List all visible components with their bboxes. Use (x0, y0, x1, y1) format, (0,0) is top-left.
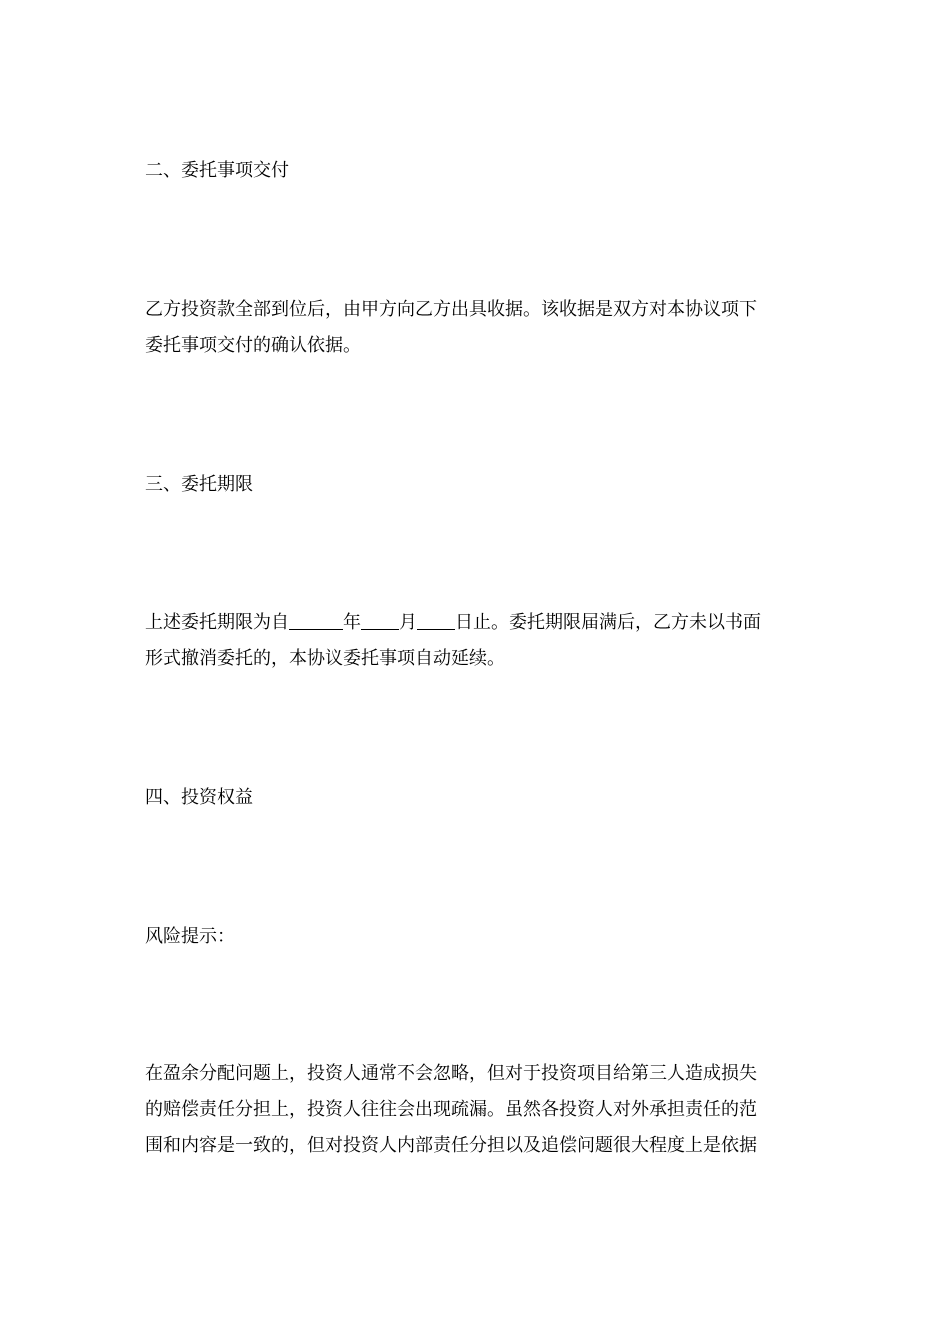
section-heading-rights (145, 780, 800, 816)
month-label: 月 (399, 612, 417, 633)
term-prefix: 上述委托期限为自 (145, 612, 289, 633)
year-blank (289, 609, 343, 630)
section-heading-term (145, 467, 800, 503)
paragraph-line: 委托事项交付的确认依据。 (145, 335, 361, 356)
heading-text: 二、委托事项交付 (145, 160, 289, 181)
year-label: 年 (343, 612, 361, 633)
paragraph-delivery (145, 292, 800, 364)
heading-text: 四、投资权益 (145, 787, 253, 808)
heading-text: 三、委托期限 (145, 474, 253, 495)
section-heading-delivery (145, 153, 800, 189)
paragraph-line: 形式撤消委托的，本协议委托事项自动延续。 (145, 648, 505, 669)
paragraph-line: 乙方投资款全部到位后，由甲方向乙方出具收据。该收据是双方对本协议项下 (145, 299, 757, 320)
month-blank (361, 609, 399, 630)
paragraph-line: 的赔偿责任分担上，投资人往往会出现疏漏。虽然各投资人对外承担责任的范 (145, 1099, 757, 1120)
paragraph-risk (145, 1056, 800, 1164)
paragraph-line: 围和内容是一致的，但对投资人内部责任分担以及追偿问题很大程度上是依据 (145, 1135, 757, 1156)
risk-label-text: 风险提示： (145, 926, 235, 947)
paragraph-term (145, 605, 800, 677)
paragraph-line: 在盈余分配问题上，投资人通常不会忽略，但对于投资项目给第三人造成损失 (145, 1063, 757, 1084)
risk-label (145, 919, 800, 955)
paragraph-line (145, 605, 800, 641)
day-blank (417, 609, 455, 630)
term-rest: 日止。委托期限届满后，乙方未以书面 (455, 612, 761, 633)
